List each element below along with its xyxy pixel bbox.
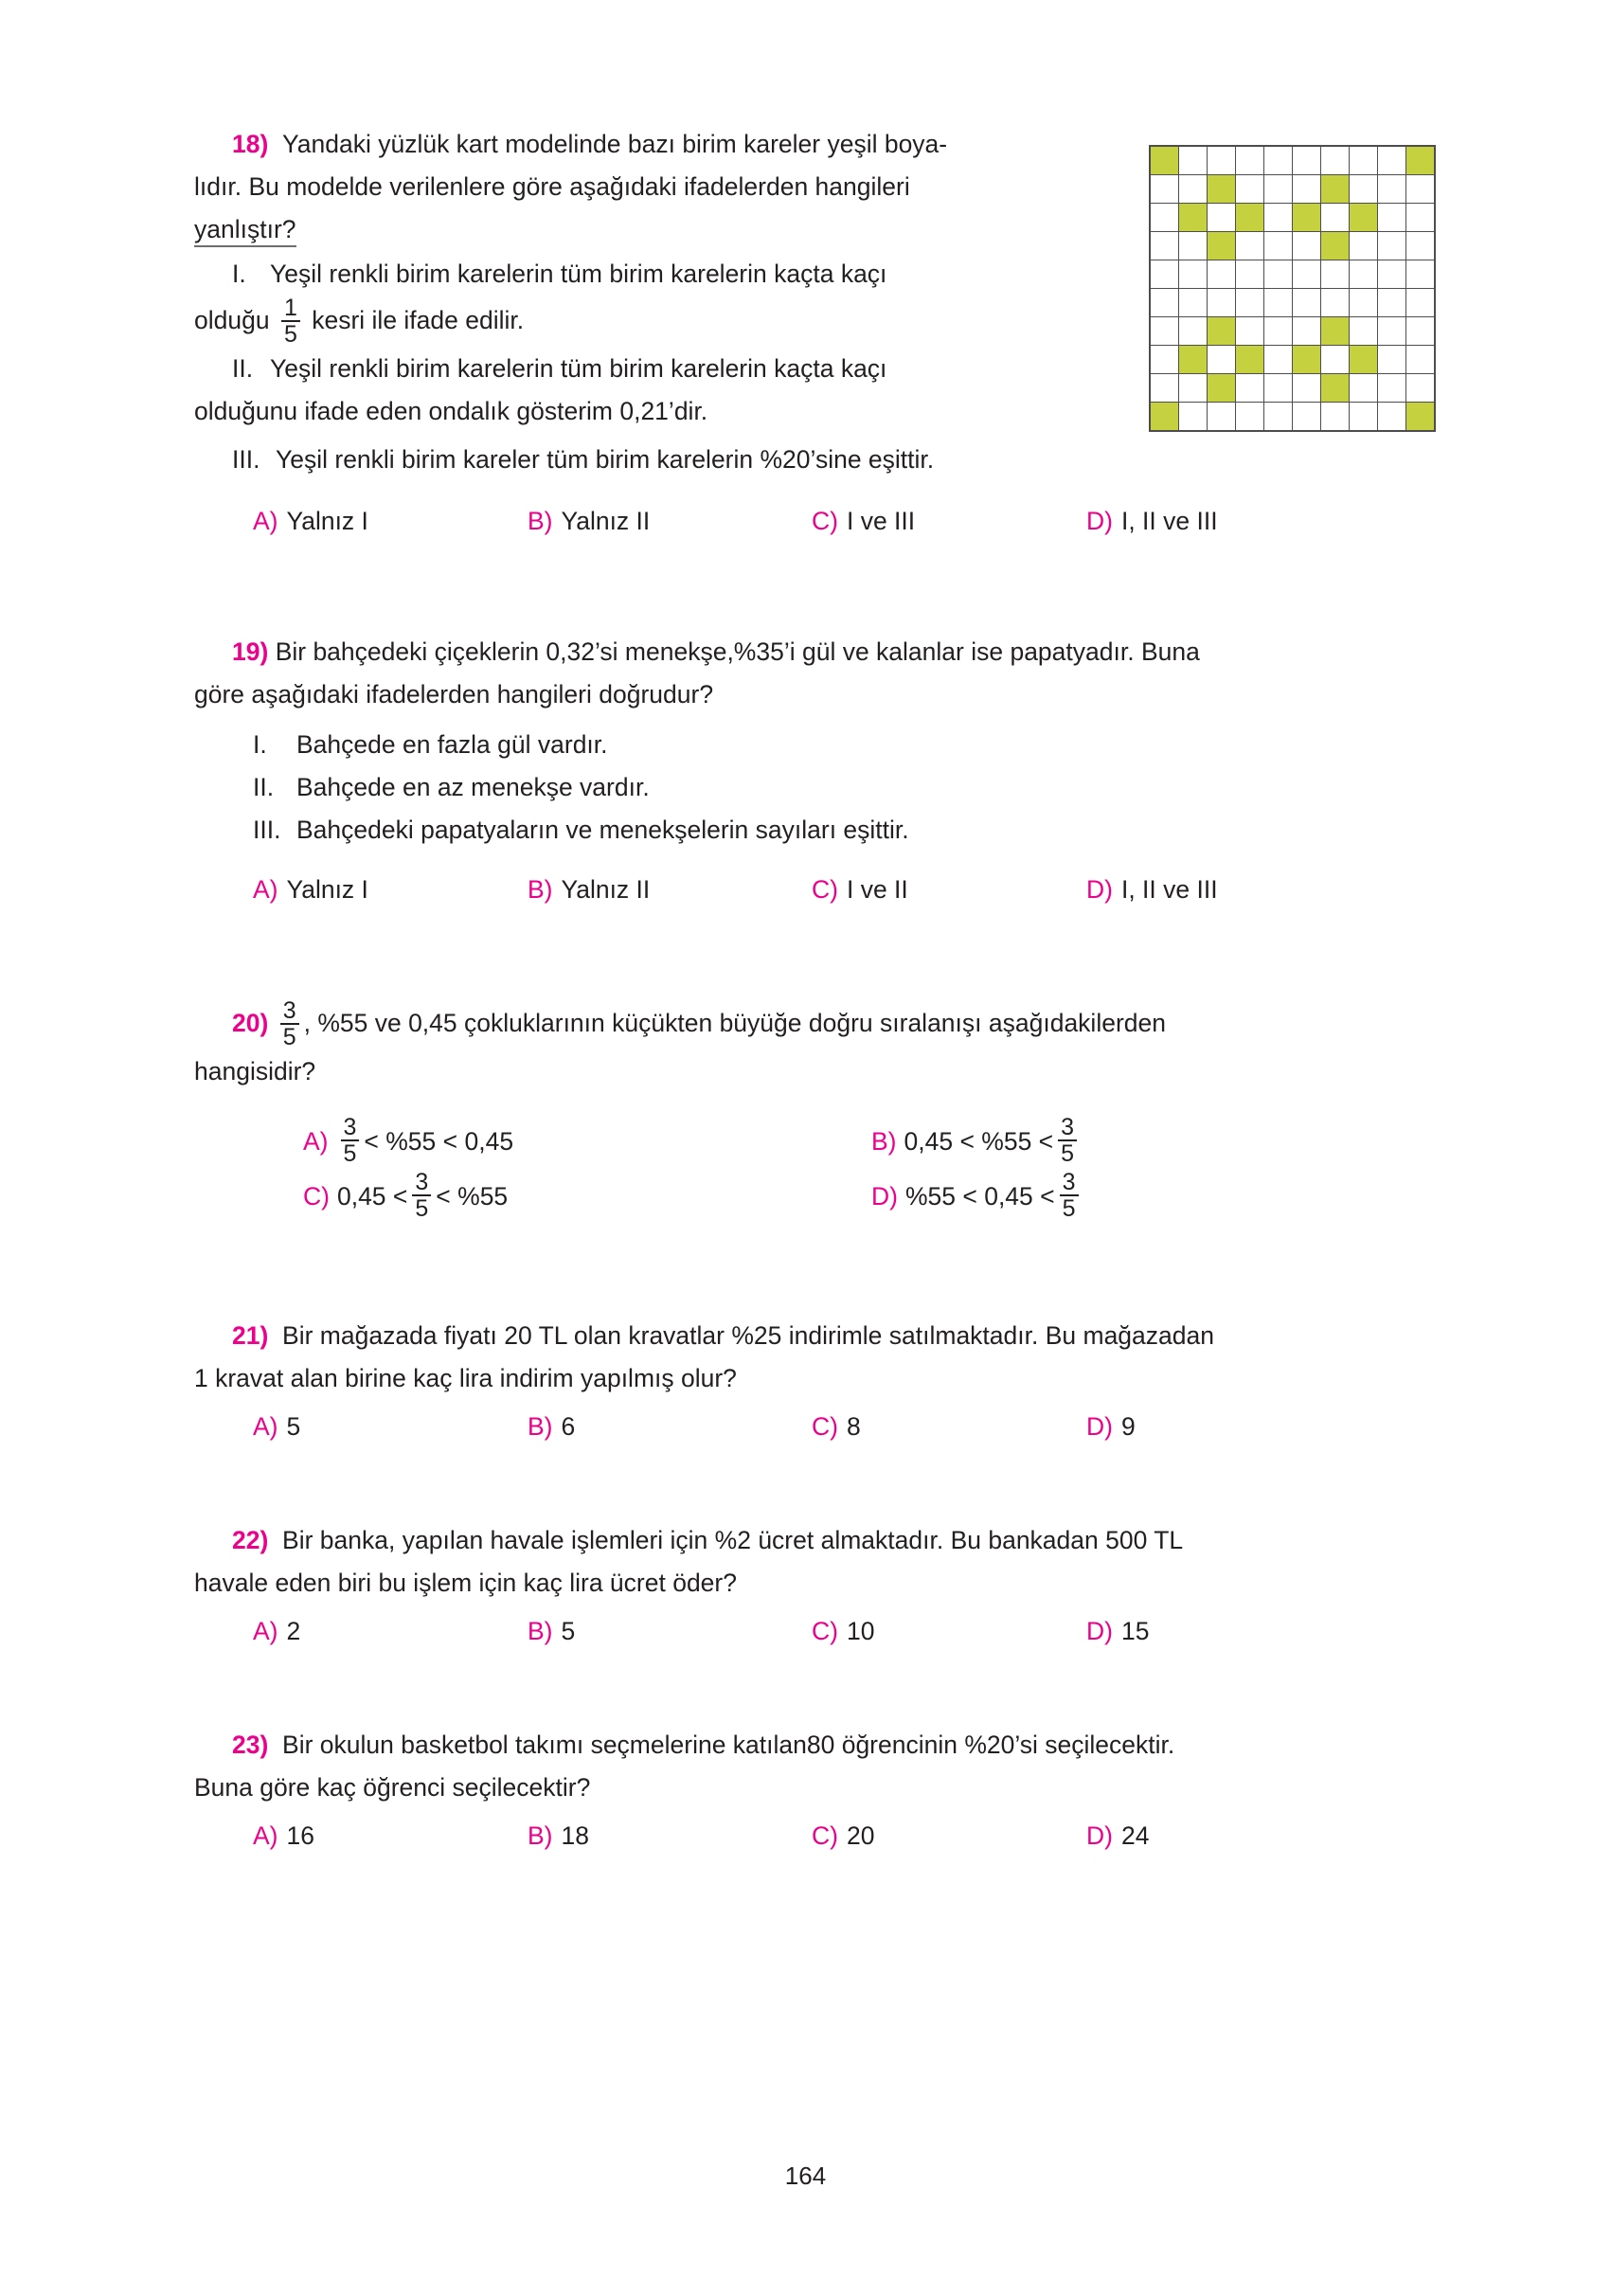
question-20 <box>194 999 1444 1224</box>
choice-text: Yalnız I <box>286 875 368 904</box>
choice-letter: D) <box>871 1182 898 1211</box>
choice-text: I ve II <box>846 875 908 904</box>
question-19-roman-1 <box>194 724 1444 766</box>
choice-letter: B) <box>528 507 553 535</box>
choice-text: 9 <box>1120 1412 1136 1441</box>
choice-letter: A) <box>253 507 278 535</box>
fraction-denominator: 5 <box>281 320 300 347</box>
fraction-denominator: 5 <box>280 1023 299 1049</box>
fraction-denominator: 5 <box>341 1139 360 1166</box>
roman-1-text: Yeşil renkli birim karelerin tüm birim karelerin kaçta kaçı <box>270 260 887 288</box>
spacer <box>194 1224 1444 1315</box>
question-21-stem-line1-wrap <box>194 1315 1444 1357</box>
question-21-stem-line2: 1 kravat alan birine kaç lira indirim yapılmış olur? <box>194 1364 737 1392</box>
fraction-one-fifth <box>281 296 300 347</box>
choice-letter: B) <box>528 1821 553 1850</box>
choice-23-d[interactable] <box>1086 1817 1149 1855</box>
choice-23-b[interactable] <box>528 1817 812 1855</box>
question-22-stem-line1-wrap <box>194 1519 1444 1562</box>
question-23-stem-line1: Bir okulun basketbol takımı seçmelerine katılan80 öğrencinin %20’si seçilecektir. <box>282 1731 1175 1759</box>
choice-text: 2 <box>286 1617 301 1645</box>
choice-text: 5 <box>286 1412 301 1441</box>
roman-1-text-post: kesri ile ifade edilir. <box>312 306 525 334</box>
choice-letter: C) <box>812 875 838 904</box>
choice-text-post: < %55 < 0,45 <box>364 1127 514 1156</box>
choice-18-c[interactable] <box>812 502 1086 540</box>
choice-18-a[interactable] <box>253 502 528 540</box>
choice-letter: B) <box>528 1412 553 1441</box>
fraction-numerator: 1 <box>283 295 297 321</box>
fraction-three-fifths <box>280 998 299 1049</box>
roman-3-text: Bahçedeki papatyaların ve menekşelerin sayıları eşittir. <box>296 816 909 844</box>
choice-text: Yalnız II <box>561 875 651 904</box>
choice-23-c[interactable] <box>812 1817 1086 1855</box>
question-19-roman-3 <box>194 809 1444 852</box>
choice-text: Yalnız II <box>561 507 651 535</box>
choice-letter: C) <box>812 1412 838 1441</box>
question-22-number: 22) <box>232 1526 269 1554</box>
spacer <box>194 1445 1444 1519</box>
choice-letter: A) <box>253 1412 278 1441</box>
question-18-number: 18) <box>232 130 269 158</box>
fraction-three-fifths <box>1058 1115 1077 1166</box>
choice-text-pre: 0,45 < <box>336 1182 408 1211</box>
choice-19-c[interactable] <box>812 870 1086 908</box>
question-23-stem-line2-wrap <box>194 1767 1444 1809</box>
choice-text-post: < %55 <box>436 1182 509 1211</box>
question-18-choices <box>194 502 1444 540</box>
question-20-choices <box>194 1114 1444 1224</box>
question-19-romans <box>194 724 1444 852</box>
roman-3-text: Yeşil renkli birim kareler tüm birim karelerin %20’sine eşittir. <box>276 445 935 474</box>
choice-text: 10 <box>846 1617 875 1645</box>
choice-22-c[interactable] <box>812 1612 1086 1650</box>
choice-letter: A) <box>253 875 278 904</box>
choice-text: 18 <box>561 1821 589 1850</box>
choice-21-d[interactable] <box>1086 1408 1136 1445</box>
fraction-numerator: 3 <box>415 1169 429 1195</box>
question-19 <box>194 631 1444 908</box>
fraction-numerator: 3 <box>282 997 296 1024</box>
choice-20-c[interactable] <box>303 1169 871 1224</box>
choice-text: I, II ve III <box>1120 507 1218 535</box>
question-23-choices <box>194 1817 1444 1855</box>
choice-23-a[interactable] <box>253 1817 528 1855</box>
choice-letter: B) <box>528 875 553 904</box>
choice-text: 24 <box>1120 1821 1150 1850</box>
spacer <box>194 908 1444 999</box>
choice-text: I, II ve III <box>1120 875 1218 904</box>
choice-21-a[interactable] <box>253 1408 528 1445</box>
fraction-three-fifths <box>341 1115 360 1166</box>
question-21-number: 21) <box>232 1321 269 1350</box>
question-19-roman-2 <box>194 766 1444 809</box>
choice-22-a[interactable] <box>253 1612 528 1650</box>
roman-2-text: Yeşil renkli birim karelerin tüm birim karelerin kaçta kaçı <box>270 354 887 383</box>
choice-letter: A) <box>303 1127 329 1156</box>
question-21 <box>194 1315 1444 1445</box>
choice-18-d[interactable] <box>1086 502 1218 540</box>
roman-numeral-3: III. <box>253 816 281 844</box>
question-18-stem-underlined: yanlıştır? <box>194 215 296 247</box>
question-18-romans <box>194 253 1444 481</box>
roman-numeral-3: III. <box>232 445 260 474</box>
choice-21-b[interactable] <box>528 1408 812 1445</box>
question-18-roman-3-line1 <box>194 439 1198 481</box>
choice-20-d[interactable] <box>871 1169 1440 1224</box>
question-23-stem-line1-wrap <box>194 1724 1444 1767</box>
choice-22-b[interactable] <box>528 1612 812 1650</box>
questions-container <box>194 123 1444 1855</box>
question-21-stem-line1: Bir mağazada fiyatı 20 TL olan kravatlar %25 indirimle satılmaktadır. Bu mağazadan <box>282 1321 1214 1350</box>
choice-text-pre: %55 < 0,45 < <box>904 1182 1055 1211</box>
question-22 <box>194 1519 1444 1650</box>
choice-20-b[interactable] <box>871 1114 1440 1169</box>
question-22-stem-line1: Bir banka, yapılan havale işlemleri için %2 ücret almaktadır. Bu bankadan 500 TL <box>282 1526 1184 1554</box>
choice-letter: B) <box>528 1617 553 1645</box>
choice-text-pre: 0,45 < %55 < <box>904 1127 1054 1156</box>
choice-letter: D) <box>1086 1821 1113 1850</box>
choice-letter: A) <box>253 1821 278 1850</box>
question-21-choices <box>194 1408 1444 1445</box>
question-18-stem-line2-wrap <box>194 166 952 208</box>
question-19-stem-line2-wrap <box>194 673 1444 716</box>
fraction-numerator: 3 <box>343 1114 357 1140</box>
choice-letter: C) <box>812 1821 838 1850</box>
choice-letter: C) <box>812 1617 838 1645</box>
spacer <box>194 540 1444 631</box>
choice-letter: A) <box>253 1617 278 1645</box>
question-20-stem-line1-wrap <box>194 999 1444 1050</box>
question-23-stem-line2: Buna göre kaç öğrenci seçilecektir? <box>194 1773 591 1802</box>
choice-text: 15 <box>1120 1617 1150 1645</box>
fraction-three-fifths <box>412 1170 431 1221</box>
roman-numeral-1: I. <box>253 730 267 759</box>
fraction-numerator: 3 <box>1061 1114 1075 1140</box>
choice-text: 16 <box>286 1821 314 1850</box>
choice-text: 6 <box>561 1412 576 1441</box>
question-23-number: 23) <box>232 1731 269 1759</box>
roman-2-text: Bahçede en az menekşe vardır. <box>296 773 650 801</box>
choice-19-b[interactable] <box>528 870 812 908</box>
choice-letter: C) <box>812 507 838 535</box>
choice-22-d[interactable] <box>1086 1612 1149 1650</box>
question-20-stem-line1: , %55 ve 0,45 çokluklarının küçükten büyüğe doğru sıralanışı aşağıdakilerden <box>303 1009 1166 1037</box>
choice-text: 5 <box>561 1617 576 1645</box>
question-18-roman-2-line2 <box>194 390 1151 433</box>
roman-2-text-cont: olduğunu ifade eden ondalık gösterim 0,21’dir. <box>194 397 708 425</box>
roman-1-text: Bahçede en fazla gül vardır. <box>296 730 608 759</box>
question-19-choices <box>194 870 1444 908</box>
question-22-choices <box>194 1612 1444 1650</box>
choice-letter: B) <box>871 1127 897 1156</box>
question-21-stem-line2-wrap <box>194 1357 1444 1400</box>
choice-letter: D) <box>1086 1412 1113 1441</box>
question-18-stem-line3-wrap <box>194 208 952 251</box>
choice-text: 20 <box>846 1821 875 1850</box>
question-18-stem <box>194 123 952 166</box>
fraction-denominator: 5 <box>412 1194 431 1221</box>
fraction-denominator: 5 <box>1060 1194 1079 1221</box>
roman-numeral-1: I. <box>232 260 246 288</box>
choice-19-d[interactable] <box>1086 870 1218 908</box>
spacer <box>194 1650 1444 1724</box>
question-22-stem-line2-wrap <box>194 1562 1444 1605</box>
choice-21-c[interactable] <box>812 1408 1086 1445</box>
choice-letter: D) <box>1086 1617 1113 1645</box>
choice-letter: D) <box>1086 507 1113 535</box>
question-22-stem-line2: havale eden biri bu işlem için kaç lira ücret öder? <box>194 1569 737 1597</box>
question-19-stem-line1: Bir bahçedeki çiçeklerin 0,32’si menekşe,%35’i gül ve kalanlar ise papatyadır. Buna <box>275 637 1200 666</box>
question-19-stem-line1-wrap <box>194 631 1444 673</box>
question-20-number: 20) <box>232 1009 269 1037</box>
choice-letter: C) <box>303 1182 330 1211</box>
fraction-numerator: 3 <box>1062 1169 1076 1195</box>
choice-text: I ve III <box>846 507 916 535</box>
question-18-roman-1-line1 <box>194 253 1151 296</box>
question-18-stem-line2: lıdır. Bu modelde verilenlere göre aşağıdaki ifadelerden hangileri <box>194 172 910 201</box>
fraction-three-fifths <box>1060 1170 1079 1221</box>
page-number: 164 <box>784 2161 827 2190</box>
choice-19-a[interactable] <box>253 870 528 908</box>
choice-18-b[interactable] <box>528 502 812 540</box>
question-20-stem-line2: hangisidir? <box>194 1057 316 1085</box>
choice-20-a[interactable] <box>303 1114 871 1169</box>
question-18-roman-1-line2 <box>194 296 1151 348</box>
question-19-number: 19) <box>232 637 269 666</box>
question-18-stem-line1: Yandaki yüzlük kart modelinde bazı birim kareler yeşil boya- <box>282 130 948 158</box>
question-20-choice-row-2 <box>303 1169 1444 1224</box>
choice-letter: D) <box>1086 875 1113 904</box>
roman-numeral-2: II. <box>232 354 254 383</box>
roman-1-text-pre: olduğu <box>194 306 270 334</box>
question-18-roman-2-line1 <box>194 348 1151 390</box>
fraction-denominator: 5 <box>1058 1139 1077 1166</box>
question-19-stem-line2: göre aşağıdaki ifadelerden hangileri doğrudur? <box>194 680 714 709</box>
question-20-choice-row-1 <box>303 1114 1444 1169</box>
choice-text: Yalnız I <box>286 507 368 535</box>
roman-numeral-2: II. <box>253 773 275 801</box>
question-20-stem-line2-wrap <box>194 1050 1444 1093</box>
choice-text: 8 <box>846 1412 861 1441</box>
question-18 <box>194 123 1444 540</box>
question-23 <box>194 1724 1444 1855</box>
